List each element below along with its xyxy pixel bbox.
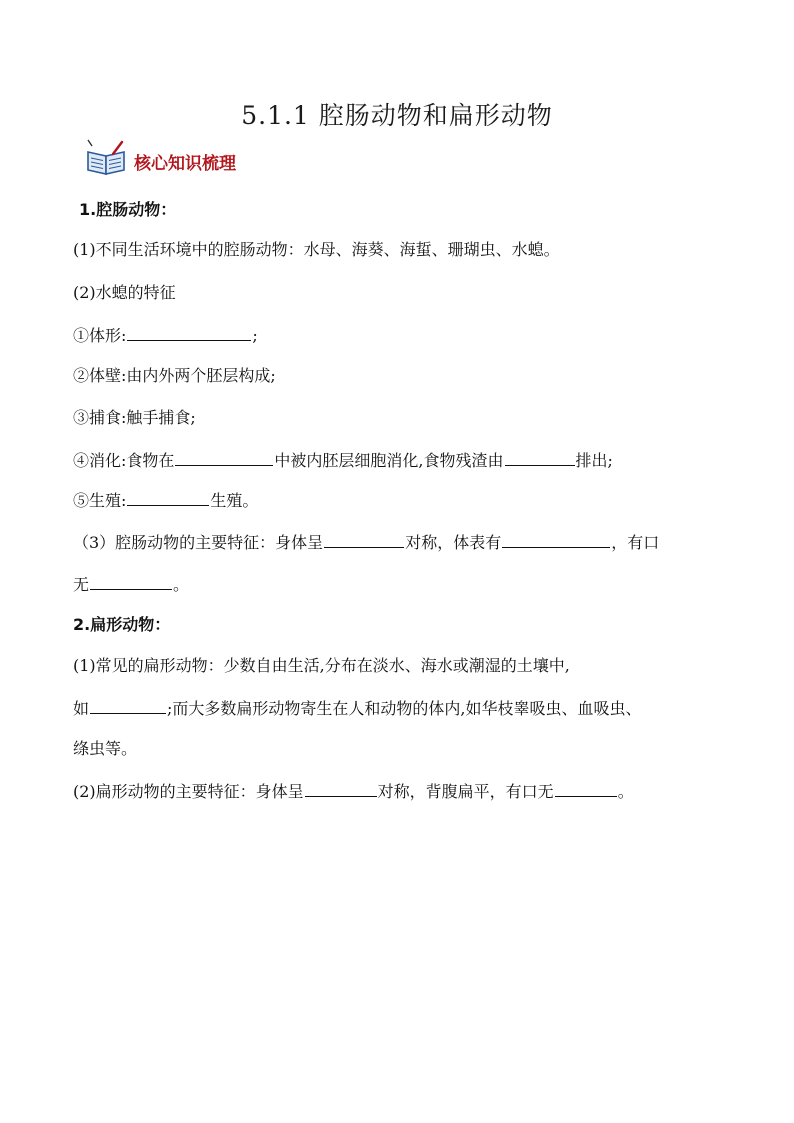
punct: ; [252, 326, 258, 345]
text-reproduction-end: 生殖。 [210, 491, 259, 510]
s1-line-9 [73, 571, 189, 597]
text-digestion-mid: 中被内胚层细胞消化,食物残渣由 [274, 451, 504, 470]
s1-line-4: ②体壁:由内外两个胚层构成; [73, 366, 276, 385]
section-1-heading: 1.腔肠动物： [79, 200, 177, 219]
s1-line-6 [73, 447, 613, 473]
text-such-as: 如 [73, 699, 90, 718]
open-book-icon [84, 138, 130, 178]
s1-line-3 [73, 322, 258, 348]
blank-body-surface[interactable] [502, 529, 610, 548]
blank-waste-exit[interactable] [505, 447, 575, 466]
text-without: 无 [73, 575, 90, 594]
label-digestion: ④消化:食物在 [73, 451, 175, 470]
text-mouth: ，有口 [611, 533, 660, 552]
text-flatworm-body: 对称，背腹扁平，有口无 [377, 782, 554, 801]
blank-symmetry[interactable] [324, 529, 404, 548]
page-title: 5.1.1 腔肠动物和扁形动物 [241, 101, 553, 130]
blank-free-living-example[interactable] [90, 695, 166, 714]
text-parasites: ;而大多数扁形动物寄生在人和动物的体内,如华枝睾吸虫、血吸虫、 [167, 699, 642, 718]
punct: 。 [617, 782, 634, 801]
text-flatworm-features: (2)扁形动物的主要特征：身体呈 [73, 782, 304, 801]
s2-line-2 [73, 695, 642, 721]
s2-line-1: (1)常见的扁形动物：少数自由生活,分布在淡水、海水或潮湿的土壤中, [73, 656, 570, 675]
s1-line-2: (2)水螅的特征 [73, 283, 176, 302]
blank-flatworm-symmetry[interactable] [305, 778, 377, 797]
label-body-shape: ①体形: [73, 326, 127, 345]
s1-line-5: ③捕食:触手捕食; [73, 408, 196, 427]
blank-reproduction[interactable] [127, 487, 209, 506]
section-header [84, 138, 334, 178]
blank-without[interactable] [90, 571, 172, 590]
s1-line-7 [73, 487, 258, 513]
label-reproduction: ⑤生殖: [73, 491, 127, 510]
text-body-surface: 对称，体表有 [405, 533, 502, 552]
blank-digestion-site[interactable] [175, 447, 273, 466]
punct: 。 [173, 575, 190, 594]
s2-line-4 [73, 778, 634, 804]
s1-line-8 [73, 529, 659, 555]
section-2-heading: 2.扁形动物： [73, 615, 171, 634]
s1-line-1: (1)不同生活环境中的腔肠动物：水母、海葵、海蜇、珊瑚虫、水螅。 [73, 240, 560, 259]
s2-line-3: 绦虫等。 [73, 739, 138, 758]
section-label: 核心知识梳理 [134, 154, 236, 174]
blank-flatworm-without[interactable] [555, 778, 617, 797]
text-main-features: （3）腔肠动物的主要特征：身体呈 [73, 533, 324, 552]
text-digestion-end: 排出; [575, 451, 613, 470]
blank-body-shape[interactable] [127, 322, 251, 341]
